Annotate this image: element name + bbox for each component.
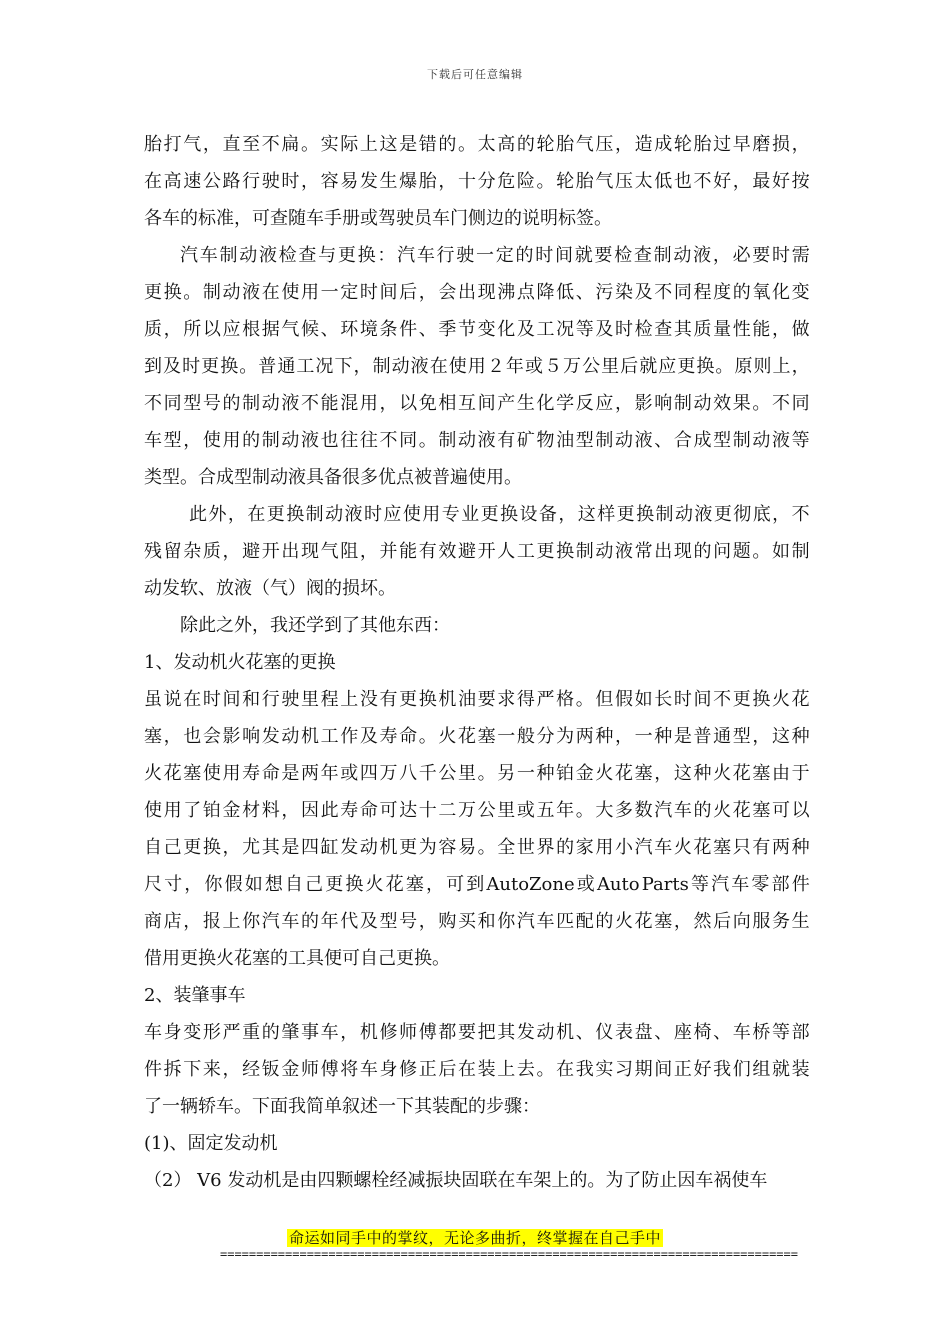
footer-motto-highlight: 命运如同手中的掌纹，无论多曲折，终掌握在自己手中 [288,1229,661,1247]
text-line: 到 及 时 更 换 。 普 通 工 况 下 ， 制 动 液 在 使 用 ２ 年 或 ５ 万 公 里 后 就 应 更 换 。 原 则 上 ， [144,356,810,377]
text-line: 质 ， 所 以 应 根 据 气 候 、 环 境 条 件 、 季 节 变 化 及 工 况 等 及 时 检 查 其 质 量 性 能 ， 做 [144,319,810,340]
document-body [144,126,810,1199]
text-line: 除此之外，我还学到了其他东西： [180,615,450,636]
text-line: 车 身 变 形 严 重 的 肇 事 车 ， 机 修 师 傅 都 要 把 其 发 动 机 、 仪 表 盘 、 座 椅 、 车 桥 等 部 [144,1022,810,1043]
text-line: 借用更换火花塞的工具便可自己更换。 [144,948,450,969]
text-line: 商 店 ， 报 上 你 汽 车 的 年 代 及 型 号 ， 购 买 和 你 汽 车 匹 配 的 火 花 塞 ， 然 后 向 服 务 生 [144,911,810,932]
text-line: 更 换 。 制 动 液 在 使 用 一 定 时 间 后 ， 会 出 现 沸 点 降 低 、 污 染 及 不 同 程 度 的 氧 化 变 [144,282,810,303]
text-line: （2） V6 发动机是由四颗螺栓经减振块固联在车架上的。为了防止因车祸使车 [144,1170,768,1191]
text-line: 2、装肇事车 [144,985,246,1006]
footer-motto [0,1227,950,1248]
text-line: 件 拆 下 来 ， 经 钣 金 师 傅 将 车 身 修 正 后 在 装 上 去 。 在 我 实 习 期 间 正 好 我 们 组 就 装 [144,1059,810,1080]
text-line: 车 型 ， 使 用 的 制 动 液 也 往 往 不 同 。 制 动 液 有 矿 物 油 型 制 动 液 、 合 成 型 制 动 液 等 [144,430,810,451]
text-line: 动发软、放液（气）阀的损坏。 [144,578,396,599]
text-line: 残 留 杂 质 ， 避 开 出 现 气 阻 ， 并 能 有 效 避 开 人 工 更 换 制 动 液 常 出 现 的 问 题 。 如 制 [144,541,810,562]
paragraph-brake-fluid [144,237,810,496]
paragraph-tire-pressure [144,126,810,237]
text-line: 类型。合成型制动液具备很多优点被普遍使用。 [144,467,522,488]
paragraph-spark-plug [144,681,810,977]
paragraph-step-2 [144,1162,810,1199]
text-line: (1)、固定发动机 [144,1133,278,1154]
text-line: 汽 车 制 动 液 检 查 与 更 换 ： 汽 车 行 驶 一 定 的 时 间 就 要 检 查 制 动 液 ， 必 要 时 需 [180,245,810,266]
paragraph-brake-equipment [144,496,810,607]
text-line: 火 花 塞 使 用 寿 命 是 两 年 或 四 万 八 千 公 里 。 另 一 种 铂 金 火 花 塞 ， 这 种 火 花 塞 由 于 [144,763,810,784]
text-line: 虽 说 在 时 间 和 行 驶 里 程 上 没 有 更 换 机 油 要 求 得 严 格 。 但 假 如 长 时 间 不 更 换 火 花 [144,689,810,710]
text-line: 此 外 ， 在 更 换 制 动 液 时 应 使 用 专 业 更 换 设 备 ， 这 样 更 换 制 动 液 更 彻 底 ， 不 [189,504,810,525]
text-line: 自 己 更 换 ， 尤 其 是 四 缸 发 动 机 更 为 容 易 。 全 世 界 的 家 用 小 汽 车 火 花 塞 只 有 两 种 [144,837,810,858]
paragraph-other-learned [144,607,810,644]
text-line: 胎 打 气 ， 直 至 不 扁 。 实 际 上 这 是 错 的 。 太 高 的 轮 胎 气 压 ， 造 成 轮 胎 过 早 磨 损 ， [144,134,810,155]
paragraph-heading-spark-plug [144,644,810,681]
text-line: 塞 ， 也 会 影 响 发 动 机 工 作 及 寿 命 。 火 花 塞 一 般 分 为 两 种 ， 一 种 是 普 通 型 ， 这 种 [144,726,810,747]
text-line: 各车的标准，可查随车手册或驾驶员车门侧边的说明标签。 [144,208,612,229]
text-line: 了一辆轿车。下面我简单叙述一下其装配的步骤： [144,1096,540,1117]
text-line: 在 高 速 公 路 行 驶 时 ， 容 易 发 生 爆 胎 ， 十 分 危 险 。 轮 胎 气 压 太 低 也 不 好 ， 最 好 按 [144,171,810,192]
text-line: 1、发动机火花塞的更换 [144,652,336,673]
paragraph-step-1 [144,1125,810,1162]
footer-divider: ================================================================================ [220,1247,798,1261]
paragraph-heading-accident-car [144,977,810,1014]
text-line: 使 用 了 铂 金 材 料 ， 因 此 寿 命 可 达 十 二 万 公 里 或 五 年 。 大 多 数 汽 车 的 火 花 塞 可 以 [144,800,810,821]
text-line: 尺 寸 ， 你 假 如 想 自 己 更 换 火 花 塞 ， 可 到 AutoZone 或 Auto Parts 等 汽 车 零 部 件 [144,874,810,895]
text-line: 不 同 型 号 的 制 动 液 不 能 混 用 ， 以 免 相 互 间 产 生 化 学 反 应 ， 影 响 制 动 效 果 。 不 同 [144,393,810,414]
page-header: 下载后可任意编辑 [427,68,523,81]
paragraph-accident-car [144,1014,810,1125]
